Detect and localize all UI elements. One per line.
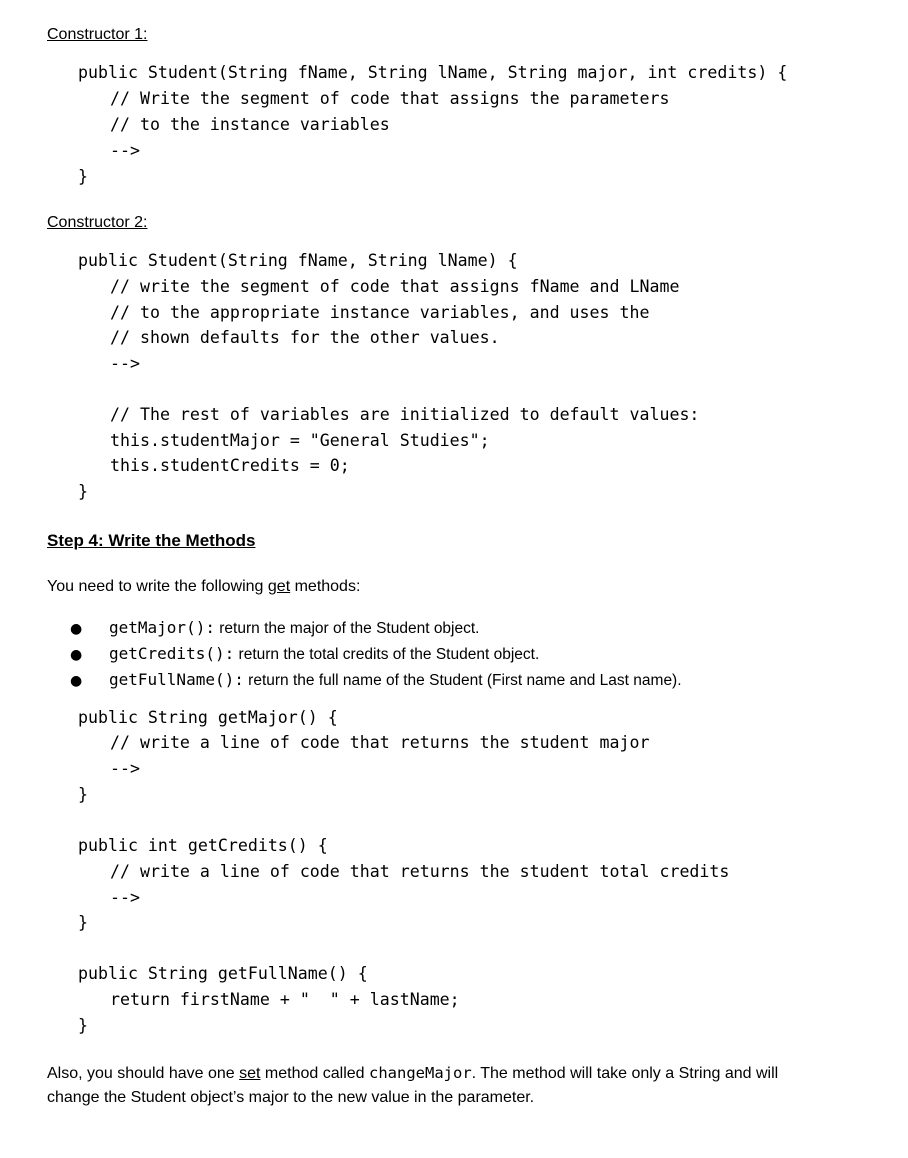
bullet-dot-icon: ● [70,621,83,637]
step4-intro [47,578,360,596]
code-line: this.studentMajor = "General Studies"; [110,431,490,450]
code-line: public String getMajor() { [78,708,338,727]
intro-underlined: get [267,578,291,595]
code-arrow: --> [110,759,140,778]
code-close-brace: } [78,913,88,932]
code-comment: // write a line of code that returns the student total credits [110,862,730,881]
code-comment: // shown defaults for the other values. [110,328,500,347]
constructor2-heading: Constructor 2: [47,214,148,231]
closing-text: . The method will take only a String and will [471,1065,779,1082]
step4-heading: Step 4: Write the Methods [47,531,256,550]
intro-text: You need to write the following [47,578,268,595]
method-description: return the major of the Student object. [214,620,480,637]
code-close-brace: } [78,482,88,501]
intro-text: methods: [290,578,361,595]
constructor1-heading: Constructor 1: [47,26,148,43]
code-comment: // The rest of variables are initialized to default values: [110,405,700,424]
closing-paragraph-line-1 [47,1064,778,1083]
method-name: getCredits(): [109,644,235,663]
closing-method-name: changeMajor [369,1064,472,1082]
code-arrow: --> [110,888,140,907]
code-close-brace: } [78,167,88,186]
code-comment: // Write the segment of code that assigns the parameters [110,89,670,108]
method-name: getFullName(): [109,670,244,689]
list-item [109,618,479,638]
code-line: public Student(String fName, String lName) { [78,251,518,270]
code-line: public int getCredits() { [78,836,328,855]
bullet-dot-icon: ● [70,673,83,689]
code-arrow: --> [110,354,140,373]
method-name: getMajor(): [109,618,215,637]
closing-text: method called [260,1065,369,1082]
list-item [109,644,539,664]
code-line: public Student(String fName, String lName, String major, int credits) { [78,63,788,82]
code-close-brace: } [78,1016,88,1035]
code-close-brace: } [78,785,88,804]
code-line: public String getFullName() { [78,964,368,983]
code-arrow: --> [110,141,140,160]
closing-paragraph-line-2: change the Student object’s major to the new value in the parameter. [47,1089,535,1106]
code-comment: // write a line of code that returns the student major [110,733,650,752]
code-comment: // to the appropriate instance variables, and uses the [110,303,650,322]
closing-text: Also, you should have one [47,1065,240,1082]
closing-underlined: set [239,1065,261,1082]
code-line: this.studentCredits = 0; [110,456,350,475]
bullet-dot-icon: ● [70,647,83,663]
code-comment: // to the instance variables [110,115,390,134]
method-description: return the full name of the Student (First name and Last name). [243,672,682,689]
list-item [109,670,682,690]
method-description: return the total credits of the Student object. [234,646,540,663]
code-line: return firstName + " " + lastName; [110,990,460,1009]
code-comment: // write the segment of code that assigns fName and LName [110,277,680,296]
